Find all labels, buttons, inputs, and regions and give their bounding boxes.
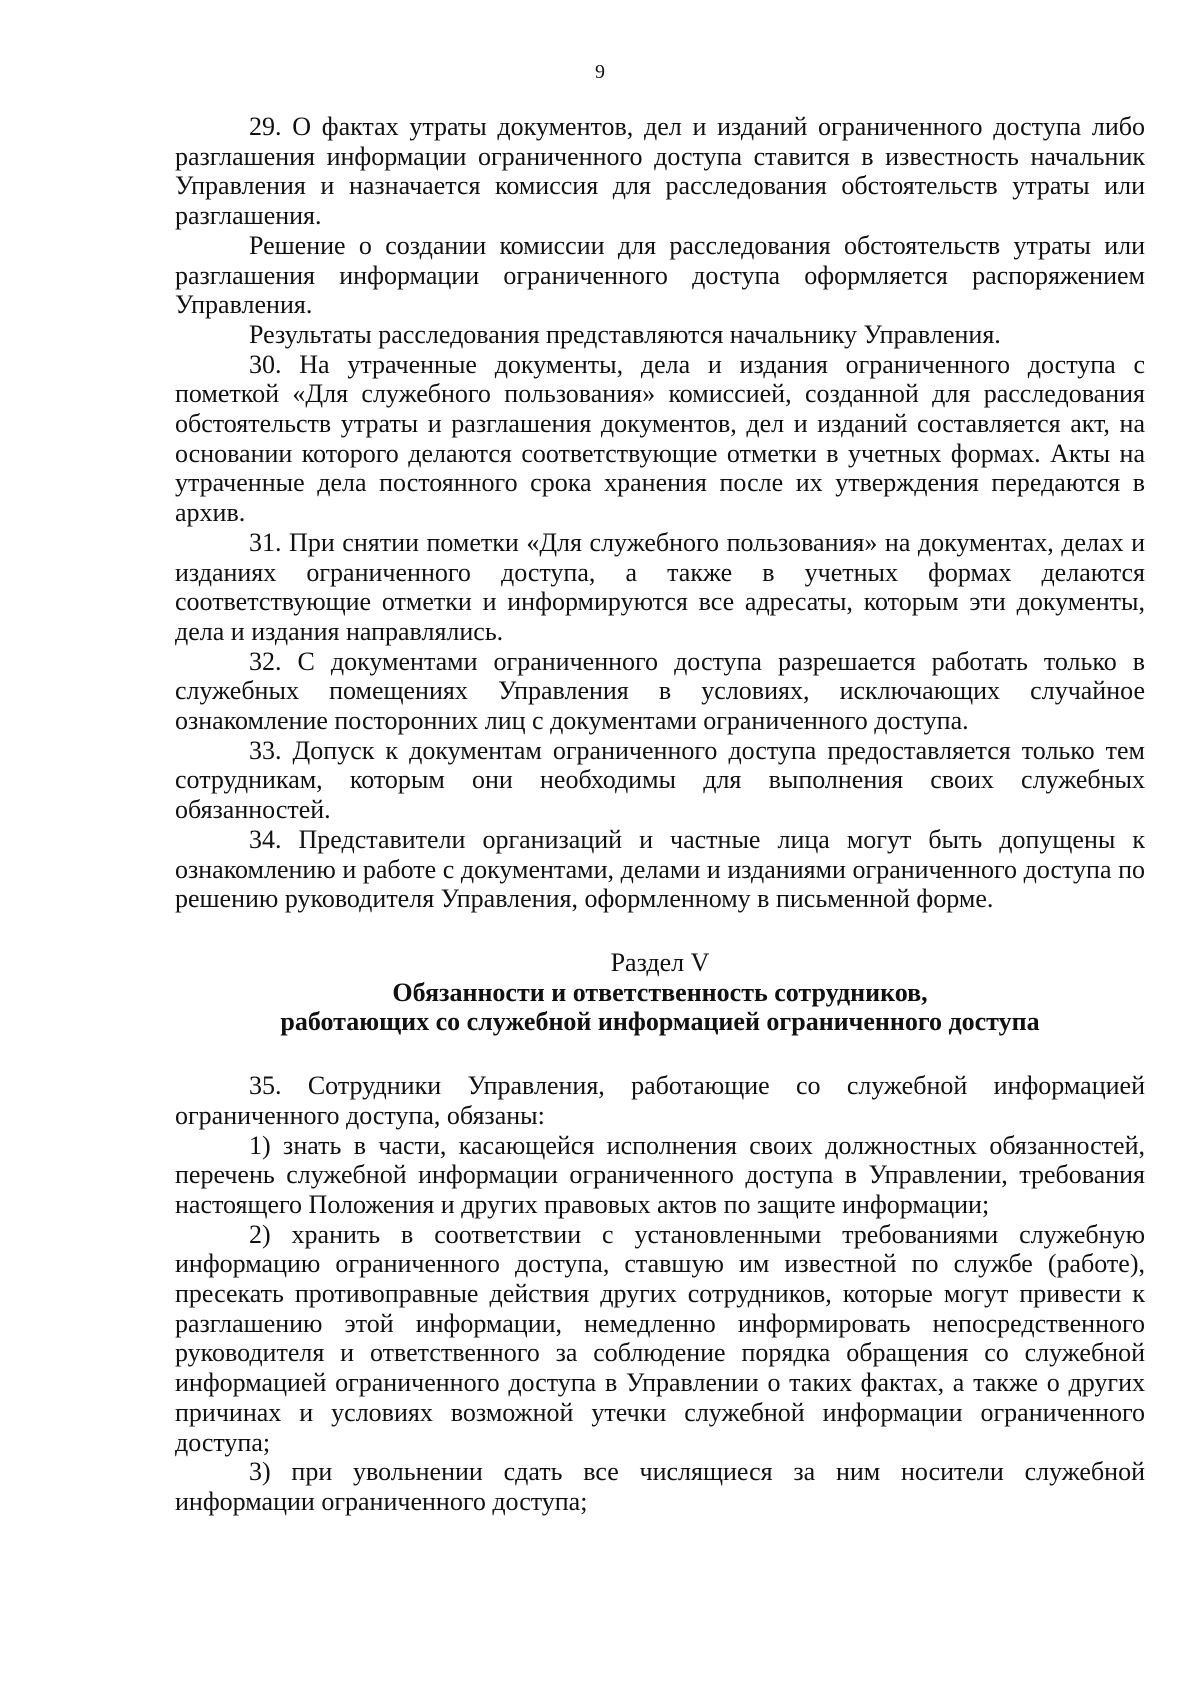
document-body	[175, 112, 1145, 1517]
paragraph-35-item-2: 2) хранить в соответствии с установленными требованиями служебную информацию ограниченного доступа, ставшую им известной по службе (работе), пресекать противоправные действия других сотрудников, которые могут привести к разглашению этой информации, немедленно информировать непосредственного руководителя и ответственного за соблюдение порядка обращения со служебной информацией ограниченного доступа в Управлении о таких фактах, а также о других причинах и условиях возможной утечки служебной информации ограниченного доступа;	[175, 1219, 1145, 1457]
paragraph-30: 30. На утраченные документы, дела и издания ограниченного доступа с пометкой «Для служебного пользования» комиссией, созданной для расследования обстоятельств утраты и разглашения документов, дел и изданий составляется акт, на основании которого делаются соответствующие отметки в учетных формах. Акты на утраченные дела постоянного срока хранения после их утверждения передаются в архив.	[175, 349, 1145, 528]
paragraph-35-item-3: 3) при увольнении сдать все числящиеся за ним носители служебной информации ограниченного доступа;	[175, 1457, 1145, 1516]
paragraph-34: 34. Представители организаций и частные лица могут быть допущены к ознакомлению и работе с документами, делами и изданиями ограниченного доступа по решению руководителя Управления, оформленному в письменной форме.	[175, 824, 1145, 914]
paragraph-33: 33. Допуск к документам ограниченного доступа предоставляется только тем сотрудникам, которым они необходимы для выполнения своих служебных обязанностей.	[175, 735, 1145, 825]
paragraph-32: 32. С документами ограниченного доступа разрешается работать только в служебных помещениях Управления в условиях, исключающих случайное ознакомление посторонних лиц с документами ограниченного доступа.	[175, 646, 1145, 736]
section-label: Раздел V	[610, 947, 710, 977]
paragraph-35-item-1: 1) знать в части, касающейся исполнения своих должностных обязанностей, перечень служебной информации ограниченного доступа в Управлении, требования настоящего Положения и других правовых актов по защите информации;	[175, 1130, 1145, 1219]
paragraph-investigation-results: Результаты расследования представляются начальнику Управления.	[249, 319, 1001, 349]
section-heading	[175, 948, 1145, 1037]
section-title-line-2: работающих со служебной информацией ограниченного доступа	[280, 1007, 1040, 1037]
section-title-line-1: Обязанности и ответственность сотрудников,	[392, 977, 928, 1007]
paragraph-commission-decision: Решение о создании комиссии для расследования обстоятельств утраты или разглашения информации ограниченного доступа оформляется распоряжением Управления.	[175, 230, 1145, 320]
page-number: 9	[595, 61, 605, 83]
paragraph-31: 31. При снятии пометки «Для служебного пользования» на документах, делах и изданиях ограниченного доступа, а также в учетных формах делаются соответствующие отметки и информируются все адресаты, которым эти документы, дела и издания направлялись.	[175, 527, 1145, 646]
paragraph-29: 29. О фактах утраты документов, дел и изданий ограниченного доступа либо разглашения информации ограниченного доступа ставится в известность начальник Управления и назначается комиссия для расследования обстоятельств утраты или разглашения.	[175, 112, 1145, 231]
paragraph-35: 35. Сотрудники Управления, работающие со служебной информацией ограниченного доступа, обязаны:	[175, 1071, 1145, 1130]
